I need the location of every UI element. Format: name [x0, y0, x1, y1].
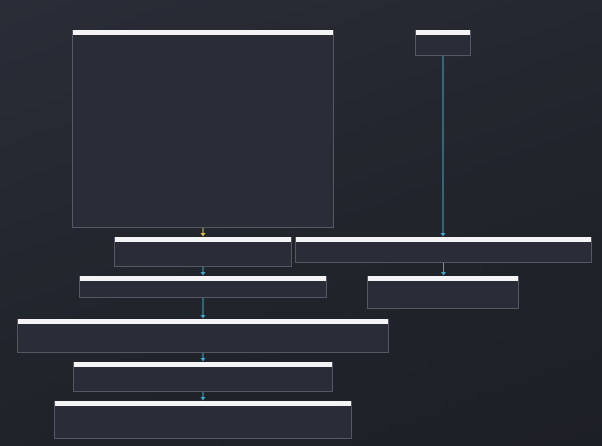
node-row6-bottom[interactable]: [54, 401, 352, 439]
node-large-panel[interactable]: [72, 30, 334, 228]
wire-arrowhead-icon: [201, 397, 206, 401]
node-header[interactable]: [115, 237, 291, 242]
node-mid-right-wide[interactable]: [295, 237, 592, 263]
node-header[interactable]: [368, 276, 518, 281]
node-row3-left[interactable]: [79, 276, 327, 298]
wire-arrowhead-icon: [201, 272, 206, 276]
node-row4-wide[interactable]: [17, 319, 389, 353]
node-header[interactable]: [73, 30, 333, 35]
node-header[interactable]: [18, 319, 388, 324]
node-header[interactable]: [55, 401, 351, 406]
wire-arrowhead-icon: [441, 272, 446, 276]
wire-arrowhead-icon: [441, 233, 446, 237]
node-header[interactable]: [74, 362, 332, 367]
node-small-top-right[interactable]: [415, 30, 471, 56]
wire-arrowhead-icon: [201, 233, 206, 237]
wire-arrowhead-icon: [201, 358, 206, 362]
node-mid-left[interactable]: [114, 237, 292, 267]
node-header[interactable]: [416, 30, 470, 35]
node-row5[interactable]: [73, 362, 333, 392]
node-row3-right[interactable]: [367, 276, 519, 309]
node-header[interactable]: [80, 276, 326, 281]
node-header[interactable]: [296, 237, 591, 242]
wire-arrowhead-icon: [201, 315, 206, 319]
